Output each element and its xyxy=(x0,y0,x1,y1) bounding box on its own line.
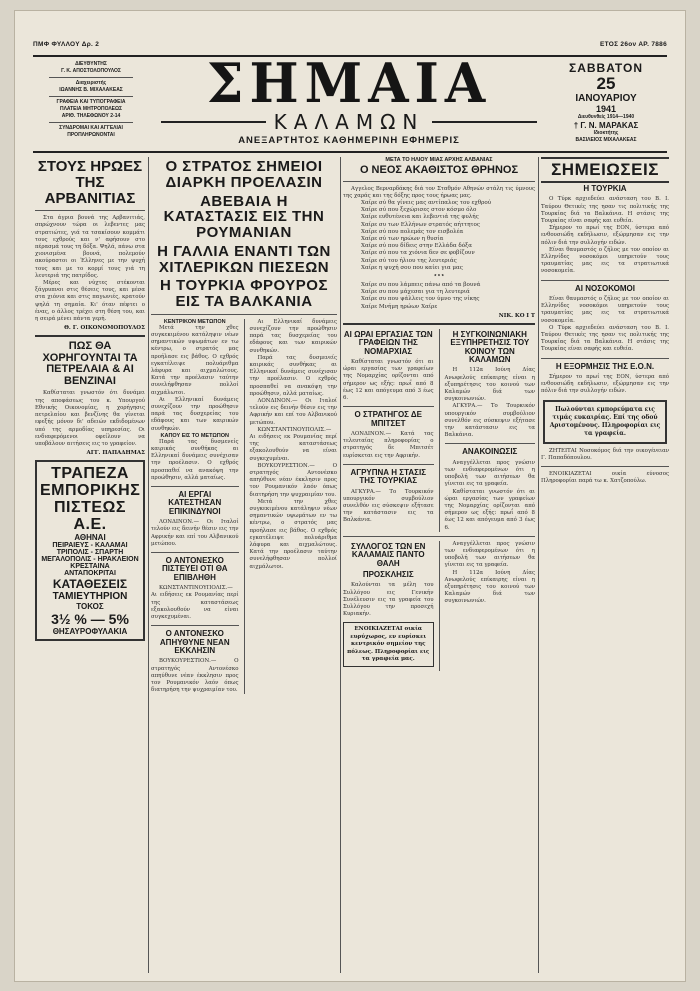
headline-poem: Ο ΝΕΟΣ ΑΚΑΘΙΣΤΟΣ ΘΡΗΝΟΣ xyxy=(359,164,519,176)
poem-line: Χαίρε η ψυχή σου που καίει για μας xyxy=(361,264,463,271)
phone-number: ΑΡΙΘ. ΤΗΛΕΦΩΝΟΥ 2-14 xyxy=(61,113,121,119)
ad-interest-label: ΤΟΚΟΣ xyxy=(76,602,104,612)
ad-bank-line3: ΠΙΣΤΕΩΣ Α.Ε. xyxy=(54,499,126,534)
kicker-poem: ΜΕΤΑ ΤΟ ΗΛΙΟΥ ΜΙΑΣ ΑΡΧΗΣ ΑΛΒΑΝΙΑΣ xyxy=(385,157,493,163)
date-day: 25 xyxy=(596,74,616,93)
ad-safes: ΘΗΣΑΥΡΟΦΥΛΑΚΙΑ xyxy=(52,627,128,637)
headline-notes-turkey: Η ΤΟΥΡΚΙΑ xyxy=(583,184,627,193)
ad-cities-3: ΜΕΓΑΛΟΠΟΛΙΣ - ΗΡΑΚΛΕΙΟΝ xyxy=(41,556,139,564)
ad-cities-2: ΤΡΙΠΟΛΙΣ - ΣΠΑΡΤΗ xyxy=(56,549,124,557)
ad-cities-4: ΚΡΕΣΤΑΙΝΑ xyxy=(70,563,110,571)
article-notes-turkey-3: Είναι θαυμαστός ο ζήλος με τον οποίον αι Ελληνίδες νοσοκόμοι υπηρετούν τους τραυματίας μας εις τα στρατιωτικά νοσοκομεία. xyxy=(541,246,669,275)
newspaper-page xyxy=(14,10,686,982)
headline-eon: Η ΕΞΟΡΜΗΣΙΣ ΤΗΣ Ε.Ο.Ν. xyxy=(555,361,655,371)
article-continuation-4: ΚΩΝΣΤΑΝΤΙΝΟΥΠΟΛΙΣ.— Αι ειδήσεις εκ Ρουμανίας περί της καταστάσεως εξακολουθούν να είναι συγκεχυμέναι. xyxy=(249,426,337,462)
article-eon: Σήμερον το πρωί της ΕΟΝ, ύστερα από ενθουσιώδη εκδήλωσιν, εξώρμησαν εις την πόλιν διά την συλλογήν ειδών. xyxy=(541,374,669,395)
column-2 xyxy=(151,157,337,973)
masthead-credits xyxy=(39,61,143,139)
article-heroes-signature: Θ. Γ. ΟΙΚΟΝΟΜΟΠΟΥΛΟΣ xyxy=(64,325,145,332)
poem-line: Χαίρε συ που μάχεσαι για τη λευτεριά xyxy=(361,289,470,296)
article-announcement: Αναγγέλλεται προς γνώσιν των ενδιαφερομένων ότι η υποβολή των αιτήσεων θα γίνεται εις τα γραφεία. xyxy=(444,459,535,488)
headline-antonescu-1: Ο ΑΝΤΟΝΕΣΚΟ ΠΙΣΤΕΥΕΙ ΟΤΙ ΘΑ ΕΠΙΒΛΗΘΗ xyxy=(162,556,228,582)
article-continuation-5: ΒΟΥΚΟΥΡΕΣΤΙΟΝ.— Ο στρατηγός Αντονέσκο απηύθυνε νέαν έκκλησιν προς τον Ρουμανικόν λαόν όπως διατηρήση την ψυχραιμίαν του. xyxy=(249,462,337,498)
headline-works: ΑΙ ΕΡΓΑΙ ΚΑΤΕΣΤΗΣΑΝ ΕΠΙΚΙΝΔΥΝΟΙ xyxy=(168,490,222,516)
director-label: ΔΙΕΥΘΥΝΤΗΣ xyxy=(75,61,107,67)
article-transport: Η 112α Ιούνη Δίας Ανωφελούς επίκαιρης είναι η εξυπηρέτησις του κοινού των Καλαμών διά των συγκοινωνιών. xyxy=(444,367,535,403)
offices-label: ΓΡΑΦΕΙΑ ΚΑΙ ΤΥΠΟΓΡΑΦΕΙΑ xyxy=(56,99,126,105)
director-name: Γ. Κ. ΑΠΟΣΤΟΛΟΠΟΥΛΟΣ xyxy=(61,68,121,74)
article-general: ΛΟΝΔΙΝΟΝ.— Κατά τας τελευταίας πληροφορίας ο στρατηγός δε Μπιτσέτ ευρίσκεται εις την Αφρικήν. xyxy=(343,430,434,459)
article-heroes-p1: Στα άγρια βουνά της Αρβανιτιάς, σπρώχνουν τώρα οι λεβεντες μας στρατιώτες, γιά τα τσακίσουν κομμάτι τους εχθρούς και ν' αφήσουν στο πέρασμά τους τη δόξα. Ψηλά, πάνω στα χιονισμένα βουνά, πολεμούν ακούραστοι οι Έλληνες με την ψυχή τους και με το κορμί τους γιά τη λευτεριά της πατρίδος. xyxy=(35,215,145,279)
subscriptions-label: ΣΥΝΔΡΟΜΑΙ ΚΑΙ ΑΓΓΕΛΙΑΙ xyxy=(59,125,123,131)
classified-sale: Πωλούνται εμπορεύματα εις τιμάς ευκαιρίας. Επί της οδού Αριστομένους. Πληροφορίαι εις τα γραφεία. xyxy=(543,400,667,444)
headline-france: Η ΓΑΛΛΙΑ ΕΝΑΝΤΙ ΤΩΝ ΧΙΤΛΕΡΙΚΩΝ ΠΙΕΣΕΩΝ xyxy=(157,242,331,276)
kicker-somewhere-front: ΚΑΠΟΥ ΕΙΣ ΤΟ ΜΕΤΩΠΟΝ xyxy=(160,432,229,439)
masthead-date xyxy=(551,61,661,144)
section-notes-title: ΣΗΜΕΙΩΣΕΙΣ xyxy=(541,157,669,183)
ad-city-athens: ΑΘΗΝΑΙ xyxy=(74,533,106,543)
offices-address: ΠΛΑΤΕΙΑ ΜΗΤΡΟΠΟΛΕΩΣ xyxy=(59,106,123,112)
poem-line: Χαίρε ευθυτένεια και λεβεντιά της φυλής xyxy=(361,214,479,221)
classified-rent: ΕΝΟΙΚΙΑΖΕΤΑΙ οικία ευρύχωρος, εν ευρίσκει κεντρικόν σημείον της πόλεως. Πληροφορίαι εις τα γραφεία μας. xyxy=(343,622,434,667)
poem-line: Χαίρε σύ θα γίνεις μας αντίπαλος του εχθρού xyxy=(361,199,492,206)
poem-line: Χαίρε συ που ψάλλεις τον ύμνο της νίκης xyxy=(361,296,480,303)
poem-block-1 xyxy=(343,200,535,272)
manager-label: Διαχειριστής xyxy=(75,80,107,86)
poem-line: Χαίρε σύ των ηρώων η θυσία xyxy=(361,235,444,242)
article-petrol-signature: ΑΓΓ. ΠΑΠΑΔΗΜΑΣ xyxy=(86,450,145,457)
article-transport-2: ΑΓΚΥΡΑ.— Το Τουρκικόν υπουργικόν συμβούλιον συνελθόν εις σύσκεψιν εξήτασε την κατάστασιν εις τα Βαλκάνια. xyxy=(444,403,535,439)
ad-savings: ΤΑΜΙΕΥΤΗΡΙΟΝ xyxy=(52,591,128,603)
poem-line: Χαίρε σύ του ήλιου της λευτεριάς xyxy=(361,257,457,264)
headline-office-hours: ΑΙ ΩΡΑΙ ΕΡΓΑΣΙΑΣ ΤΩΝ ΓΡΑΦΕΙΩΝ ΤΗΣ ΝΟΜΑΡΧΙΑΣ xyxy=(343,329,433,356)
headline-army: Ο ΣΤΡΑΤΟΣ ΣΗΜΕΙΟΙ ΔΙΑΡΚΗ ΠΡΟΕΛΑΣΙΝ xyxy=(165,158,323,191)
headline-turkey-stance: ΑΓΡΥΠΝΑ Η ΣΤΑΣΙΣ ΤΗΣ ΤΟΥΡΚΙΑΣ xyxy=(350,467,426,486)
poem-line: Χαίρε Μνήμη ηρώων Χαίρε xyxy=(361,303,438,310)
ad-interest-rate: 3½ % — 5% xyxy=(51,611,129,628)
weekday: ΣΑΒΒΑΤΟΝ xyxy=(569,61,643,75)
headline-turkey: Η ΤΟΥΡΚΙΑ ΦΡΟΥΡΟΣ ΕΙΣ ΤΑ ΒΑΛΚΑΝΙΑ xyxy=(160,277,328,310)
issue-price: ΠΜΦ ΦΥΛΛΟΥ Δρ. 2 xyxy=(33,41,100,48)
poem-signature: ΝΙΚ. ΚΟ Ι Τ xyxy=(498,312,535,319)
newspaper-title: ΣΗΜΑΙΑ xyxy=(206,51,492,116)
article-petrol: Καθίσταται γνωστόν ότι δυνάμει της αποφάσεως του κ. Υπουργού Εθνικής Οικονομίας, η χορήγησις πετρελαίου και βενζίνης θα γίνεται εφεξής μόνον δι' αδειών εκδιδομένων υπό της αρμοδίας υπηρεσίας. Οι ενδιαφερόμενοι οφείλουν να υποβάλουν αιτήσεις εις το γραφείον. xyxy=(35,390,145,447)
ad-cities-1: ΠΕΙΡΑΙΕΥΣ - ΚΑΛΑΜΑΙ xyxy=(52,542,128,550)
owner-name: ΒΑΣΙΛΕΙΟΣ ΜΙΧΑΛΑΚΕΑΣ xyxy=(575,137,637,143)
article-nurses: Είναι θαυμαστός ο ζήλος με τον οποίον αι Ελληνίδες νοσοκόμοι υπηρετούν τους τραυματίας μας εις τα στρατιωτικά νοσοκομεία. xyxy=(541,296,669,324)
prepaid-label: ΠΡΟΠΛΗΡΩΝΟΝΤΑΙ xyxy=(67,132,115,138)
column-3 xyxy=(343,157,535,973)
article-office-hours: Καθίσταται γνωστόν ότι αι ώραι εργασίας των γραφείων της Νομαρχίας ορίζονται από σήμερον ως εξής: πρωΐ από 8 έως 12 και απόγευμα από 3 έως 6. xyxy=(343,358,434,401)
headline-transport: Η ΣΥΓΚΟΙΝΩΝΙΑΚΗ ΕΞΥΠΗΡΕΤΗΣΙΣ ΤΟΥ ΚΟΙΝΟΥ ΤΩΝ ΚΑΛΑΜΩΝ xyxy=(450,329,530,364)
poem-intro: Αγγελος Βερναρδάκης διά τον Σταθμόν Αθηνών στάλη τις ύμνους της χαράς και της δόξης προς τους ήρωας μας. xyxy=(343,185,535,199)
article-somewhere-front: Παρά τας δυσμενείς καιρικάς συνθήκας αι Ελληνικαί δυνάμεις συνέχισαν την προέλασιν. Ο εχθρός προσπαθεί να ανακόψη την προώθησιν, αλλά ματαίως. xyxy=(151,438,239,481)
article-nurses-2: Ο Τύρκ αρχιεδεύει ανάσταση του Β. Ι. Ταύρου Θετικές της ησαν τις πολιτικής της Τουρκίας διά τα Βαλκάνια. Η στάσις της Τουρκίας είναι σαφής και ευθεία. xyxy=(541,324,669,353)
poem-line: Χαίρε σύ που ξεχώρισες στον κόσμο όλο xyxy=(361,207,477,214)
article-antonescu-1: ΚΩΝΣΤΑΝΤΙΝΟΥΠΟΛΙΣ.— Αι ειδήσεις εκ Ρουμανίας περί της καταστάσεως εξακολουθούν να είναι συγκεχυμέναι. xyxy=(151,585,239,620)
article-misc-1: Αναγγέλλεται προς γνώσιν των ενδιαφερομένων ότι η υποβολή των αιτήσεων θα γίνεται εις τα γραφεία. xyxy=(444,540,535,569)
poem-line: Χαίρε σύ που τα χιόνια δεν σε φοβίζουν xyxy=(361,250,475,257)
classified-wanted: ΖΗΤΕΙΤΑΙ Νοσοκόμος διά την οικογένειαν Γ. Παπαδόπουλου. xyxy=(541,447,669,461)
masthead xyxy=(33,51,667,153)
kicker-central-front: ΚΕΝΤΡΙΚΟΝ ΜΕΤΩΠΟΝ xyxy=(163,318,226,325)
article-misc-2: Η 112α Ιούνη Δίας Ανωφελούς επίκαιρης είναι η εξυπηρέτησις του κοινού των Καλαμών διά των συγκοινωνιών. xyxy=(444,569,535,605)
manager-name: ΙΩΑΝΝΗΣ Β. ΜΙΧΑΛΑΚΕΑΣ xyxy=(59,87,123,93)
column-4 xyxy=(541,157,669,973)
article-works: ΛΟΝΔΙΝΟΝ.— Οι Ιταλοί τελούν εις δεινήν θέσιν εις την Αφρικήν και επί του Αλβανικού μετώπου. xyxy=(151,519,239,547)
headline-invitation: ΠΡΟΣΚΛΗΣΙΣ xyxy=(362,569,414,579)
founder-name: † Γ. Ν. ΜΑΡΑΚΑΣ xyxy=(573,121,639,130)
headline-petrol: ΠΩΣ ΘΑ ΧΟΡΗΓΟΥΝΤΑΙ ΤΑ ΠΕΤΡΕΛΑΙΑ & ΑΙ ΒΕΝΖΙΝΑΙ xyxy=(42,340,138,387)
issue-number: ΕΤΟΣ 26ον ΑΡ. 7886 xyxy=(599,41,667,48)
column-2-split xyxy=(151,319,337,695)
bank-advertisement xyxy=(35,460,145,641)
owner-label: Ιδιοκτήτης xyxy=(593,130,619,136)
founded-label: Διευθυνθείς 1914—1940 xyxy=(577,114,635,120)
classified-rent-2: ΕΝΟΙΚΙΑΖΕΤΑΙ οικία εύνοσος Πληροφορίαι παρά τω κ. Χατζοπούλω. xyxy=(541,471,669,485)
column-3-split xyxy=(343,329,535,532)
date-month: ΙΑΝΟΥΑΡΙΟΥ xyxy=(575,93,637,104)
headline-romania: ΑΒΕΒΑΙΑ Η ΚΑΤΑΣΤΑΣΙΣ ΕΙΣ ΤΗΝ ΡΟΥΜΑΝΙΑΝ xyxy=(163,192,325,241)
article-turkey-stance: ΑΓΚΥΡΑ.— Το Τουρκικόν υπουργικόν συμβούλιον συνελθόν εις σύσκεψιν εξήτασε την κατάστασιν εις τα Βαλκάνια. xyxy=(343,488,434,524)
headline-announcement: ΑΝΑΚΟΙΝΩΣΙΣ xyxy=(462,447,518,457)
column-3-bottom xyxy=(343,541,535,672)
poem-line: Χαίρε σύ που πολεμάς τον εισβολέα xyxy=(361,228,464,235)
poem-block-2 xyxy=(343,282,535,311)
date-year: 1941 xyxy=(595,104,617,114)
article-continuation-6: Μετά την χθες συγκεκιμένου κατάληψιν νέων σημαντικών υψωμάτων εν τω κέντρω, ο στρατός μας προήλασε εις βάθος. Ο εχθρός εγκατέλειψε πολυάριθμα λάφυρα και αιχμαλώτους. Κατά την προέλασιν ταύτην συνελήφθησαν πολλοί αιχμάλωτοι. xyxy=(249,498,337,570)
poem-line: Χαίρε συ των Ελλήνων στρατός αήττητος xyxy=(361,221,481,228)
newspaper-subtitle: ΚΑΛΑΜΩΝ xyxy=(273,110,425,134)
ad-deposits: ΚΑΤΑΘΕΣΕΙΣ xyxy=(52,577,128,592)
poem-line: Χαίρε σύ που δίδεις στην Ελλάδα δόξα xyxy=(361,243,472,250)
article-central-front-p1: Μετά την χθες συγκεκιμένου κατάληψιν νέων σημαντικών υψωμάτων εν τω κέντρω, ο στρατός μας προήλασε εις βάθος. Ο εχθρός εγκατέλειψε πολυάριθμα λάφυρα και αιχμαλώτους. Κατά την προέλασιν ταύτην συνελήφθησαν πολλοί αιχμάλωτοι. xyxy=(151,324,239,396)
article-notes-turkey-2: Σήμερον το πρωί της ΕΟΝ, ύστερα από ενθουσιώδη εκδήλωσιν, εξώρμησαν εις την πόλιν διά την συλλογήν ειδών. xyxy=(541,225,669,246)
article-antonescu-2: ΒΟΥΚΟΥΡΕΣΤΙΟΝ.— Ο στρατηγός Αντονέσκο απηύθυνε νέαν έκκλησιν προς τον Ρουμανικόν λαόν όπως διατηρήση την ψυχραιμίαν του. xyxy=(151,658,239,694)
headline-association: ΣΥΛΛΟΓΟΣ ΤΩΝ ΕΝ ΚΑΛΑΜΑΙΣ ΠΑΝΤΟ ΘΑΛΗ xyxy=(351,541,426,568)
article-continuation-2: Παρά τας δυσμενείς καιρικάς συνθήκας αι Ελληνικαί δυνάμεις συνέχισαν την προέλασιν. Ο εχθρός προσπαθεί να ανακόψη την προώθησιν, αλλά ματαίως. xyxy=(249,354,337,397)
ad-correspondents: ΑΝΤΑΠΟΚΡΙΤΑΙ xyxy=(64,570,116,578)
article-central-front-p2: Αι Ελληνικαί δυνάμεις συνεχίζουν την προώθησιν παρά τας δυσχερείας του εδάφους και των καιρικών συνθηκών. xyxy=(151,396,239,432)
article-continuation-1: Αι Ελληνικαί δυνάμεις συνεχίζουν την προώθησιν παρά τας δυσχερείας του εδάφους και των καιρικών συνθηκών. xyxy=(249,318,337,354)
poem-separator: * * * xyxy=(434,273,444,280)
headline-antonescu-2: Ο ΑΝΤΟΝΕΣΚΟ ΑΠΗΥΘΥΝΕ ΝΕΑΝ ΕΚΚΛΗΣΙΝ xyxy=(159,629,230,655)
article-heroes-p2: Μέρες και νύχτες στέκονται ξάγρυπνοι στις θέσεις τους, και μέσα στα χιόνια και στις παγωνιές, κρατούν ψηλά τη σημαία. Κι' όταν πέφτει ο ένας, ο άλλος τρέχει στη θέση του, και η σειρά μένει πάντα γερή. xyxy=(35,280,145,323)
masthead-center xyxy=(161,51,537,146)
article-notes-turkey: Ο Τύρκ αρχιεδεύει ανάσταση του Β. Ι. Ταύρου Θετικές της ησαν τις πολιτικής της Τουρκίας διά τα Βαλκάνια. Η στάσις της Τουρκίας είναι σαφής και ευθεία. xyxy=(541,196,669,224)
article-announcement-2: Καθίσταται γνωστόν ότι αι ώραι εργασίας των γραφείων της Νομαρχίας ορίζονται από σήμερον ως εξής: πρωΐ από 8 έως 12 και απόγευμα από 3 έως 6. xyxy=(444,488,535,531)
newspaper-tagline: ΑΝΕΞΑΡΤΗΤΟΣ ΚΑΘΗΜΕΡΙΝΗ ΕΦΗΜΕΡΙΣ xyxy=(238,135,460,146)
article-invitation: Καλούνται τα μέλη του Συλλόγου εις Γενικήν Συνέλευσιν εις τα γραφεία του Συλλόγου την προσεχή Κυριακήν. xyxy=(343,582,434,618)
article-continuation-3: ΛΟΝΔΙΝΟΝ.— Οι Ιταλοί τελούν εις δεινήν θέσιν εις την Αφρικήν και επί του Αλβανικού μετώπου. xyxy=(249,397,337,426)
headline-nurses: ΑΙ ΝΟΣΟΚΟΜΟΙ xyxy=(575,283,635,293)
headline-general: Ο ΣΤΡΑΤΗΓΟΣ ΔΕ ΜΠΙΤΣΕΤ xyxy=(354,410,422,428)
ad-bank-line2: ΕΜΠΟΡΙΚΗΣ xyxy=(40,482,141,500)
column-1 xyxy=(35,157,145,973)
headline-heroes: ΣΤΟΥΣ ΗΡΩΕΣ ΤΗΣ ΑΡΒΑΝΙΤΙΑΣ xyxy=(37,158,143,207)
ad-bank-line1: ΤΡΑΠΕΖΑ xyxy=(51,465,129,483)
poem-line: Χαίρε συ που λάμπεις πάνω από τα βουνά xyxy=(361,281,481,288)
